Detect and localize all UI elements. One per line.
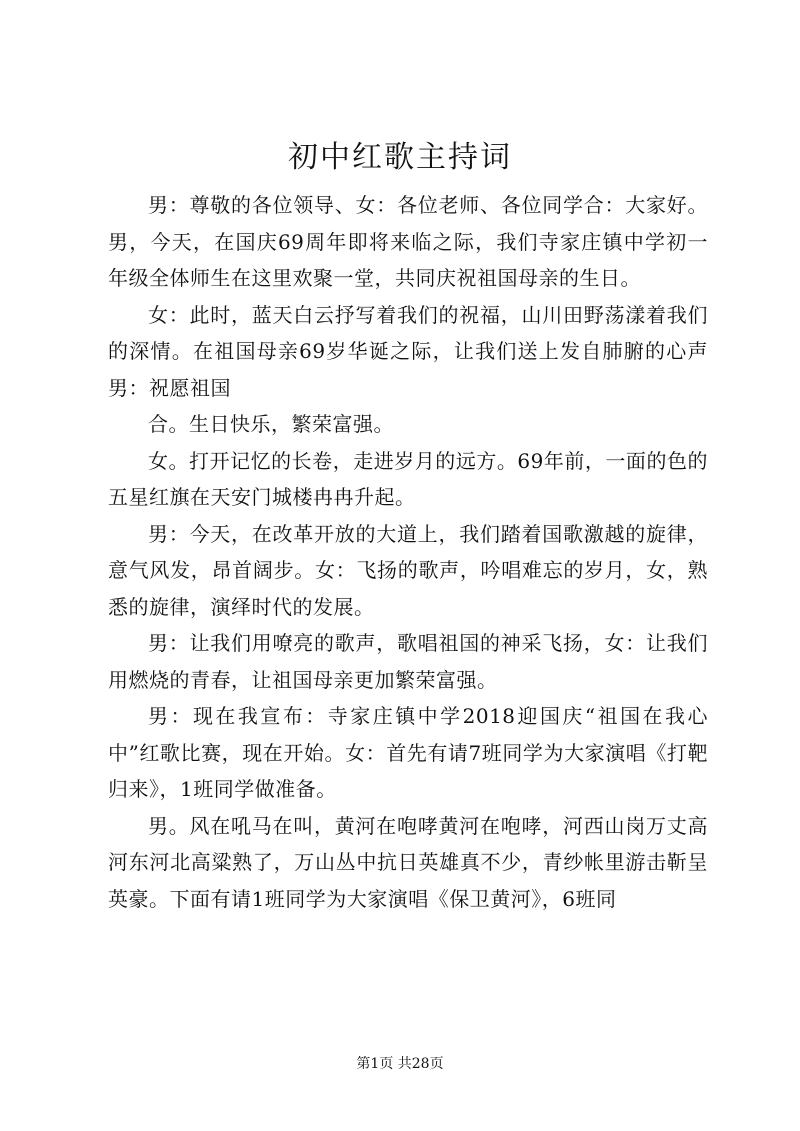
page-footer: 第1页 共28页 xyxy=(356,1056,444,1072)
document-body xyxy=(108,187,708,917)
paragraph-8: 男。风在吼马在叫，黄河在咆哮黄河在咆哮，河西山岗万丈高河东河北高粱熟了，万山丛中抗日英雄真不少，青纱帐里游击靳呈英豪。下面有请1班同学为大家演唱《保卫黄河》，6班同 xyxy=(108,813,708,911)
paragraph-6: 男：让我们用嘹亮的歌声，歌唱祖国的神采飞扬，女：让我们用燃烧的青春，让祖国母亲更加繁荣富强。 xyxy=(108,631,708,692)
paragraph-5: 男：今天，在改革开放的大道上，我们踏着国歌激越的旋律，意气风发，昂首阔步。女：飞扬的歌声，吟唱难忘的岁月，女，熟悉的旋律，演绎时代的发展。 xyxy=(108,521,708,619)
paragraph-4: 女。打开记忆的长卷，走进岁月的远方。69年前，一面的色的五星红旗在天安门城楼冉冉升起。 xyxy=(108,448,708,509)
paragraph-3: 合。生日快乐，繁荣富强。 xyxy=(148,412,394,436)
paragraph-2: 女：此时，蓝天白云抒写着我们的祝福，山川田野荡漾着我们的深情。在祖国母亲69岁华诞之际，让我们送上发自肺腑的心声男：祝愿祖国 xyxy=(108,302,708,400)
paragraph-1: 男：尊敬的各位领导、女：各位老师、各位同学合：大家好。男，今天，在国庆69周年即将来临之际，我们寺家庄镇中学初一年级全体师生在这里欢聚一堂，共同庆祝祖国母亲的生日。 xyxy=(108,193,708,290)
document-title: 初中红歌主持词 xyxy=(288,140,512,175)
paragraph-7: 男：现在我宣布：寺家庄镇中学2018迎国庆“祖国在我心中”红歌比赛，现在开始。女：首先有请7班同学为大家演唱《打靶归来》，1班同学做准备。 xyxy=(108,704,708,801)
